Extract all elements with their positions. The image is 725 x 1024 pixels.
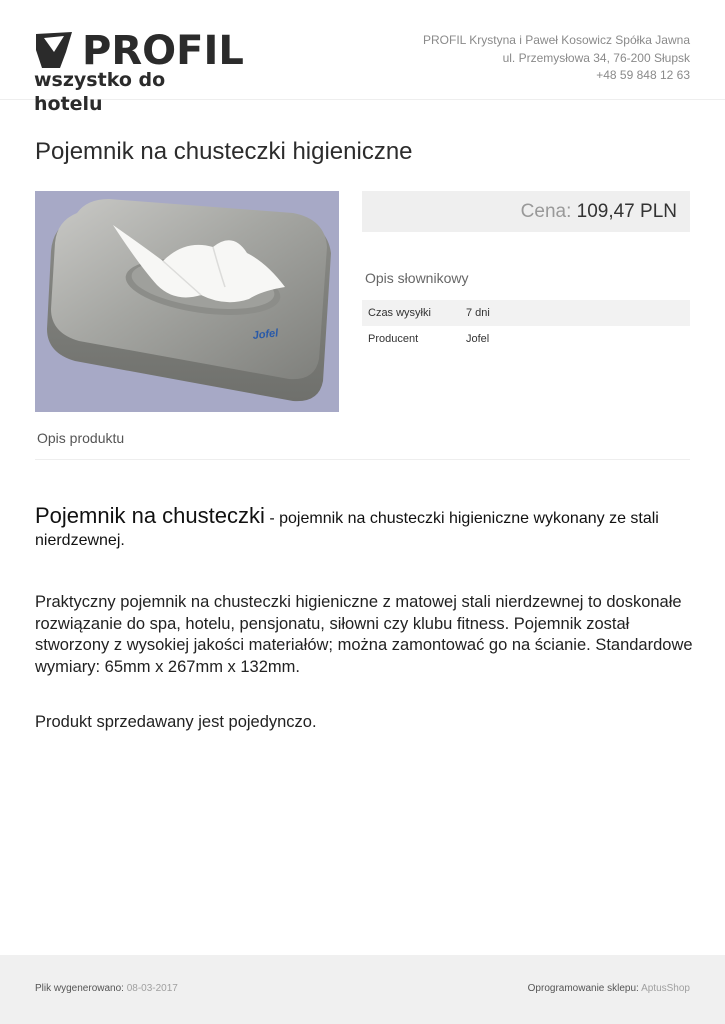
company-address: ul. Przemysłowa 34, 76-200 Słupsk (502, 50, 690, 65)
brand-logo[interactable] (34, 28, 244, 115)
description-lead (35, 505, 695, 552)
price-value: 109,47 PLN (576, 201, 677, 222)
generated-date: 08-03-2017 (126, 983, 178, 994)
software-info (528, 983, 690, 994)
dictionary-title: Opis słownikowy (365, 270, 469, 286)
generated-label: Plik wygenerowano: (35, 983, 124, 994)
attribute-key: Czas wysyłki (362, 300, 460, 326)
divider (35, 459, 690, 460)
lead-rest: - pojemnik na chusteczki higieniczne wykonany ze stali nierdzewnej. (35, 510, 659, 549)
attribute-value: 7 dni (460, 300, 690, 326)
brand-name: PROFIL (82, 28, 244, 74)
company-info (423, 32, 690, 85)
tissue-dispenser-illustration (35, 191, 339, 412)
software-link[interactable]: AptusShop (641, 983, 690, 994)
table-row (362, 300, 690, 326)
page-header (0, 0, 725, 115)
product-image (35, 191, 339, 412)
description-paragraph: Praktyczny pojemnik na chusteczki higieniczne z matowej stali nierdzewnej to doskonałe rozwiązanie do spa, hotelu, pensjonatu, siłowni czy klubu fitness. Pojemnik został stworzony z wysokiej jakości materiałów; można zamontować go na ścianie. Standardowe wymiary: 65mm x 267mm x 132mm. (35, 593, 693, 676)
page-footer (0, 955, 725, 1024)
description-heading: Opis produktu (37, 430, 125, 446)
jofel-brand-mark: Jofel (252, 327, 279, 342)
attributes-table (362, 300, 690, 352)
lead-bold: Pojemnik na chusteczki (35, 503, 265, 528)
company-name: PROFIL Krystyna i Paweł Kosowicz Spółka Jawna (423, 33, 690, 47)
software-label: Oprogramowanie sklepu: (527, 983, 639, 994)
company-phone: +48 59 848 12 63 (596, 68, 690, 82)
table-row (362, 326, 690, 352)
price-box (362, 191, 690, 232)
price-label: Cena: (520, 201, 572, 222)
attribute-value: Jofel (466, 333, 490, 345)
generated-info (35, 983, 178, 994)
brand-tagline: wszystko do hotelu (34, 69, 166, 115)
description-paragraph-2: Produkt sprzedawany jest pojedynczo. (35, 713, 317, 731)
attribute-key: Producent (368, 333, 419, 345)
product-title: Pojemnik na chusteczki higieniczne (35, 138, 413, 165)
profil-logo-icon (34, 30, 74, 70)
